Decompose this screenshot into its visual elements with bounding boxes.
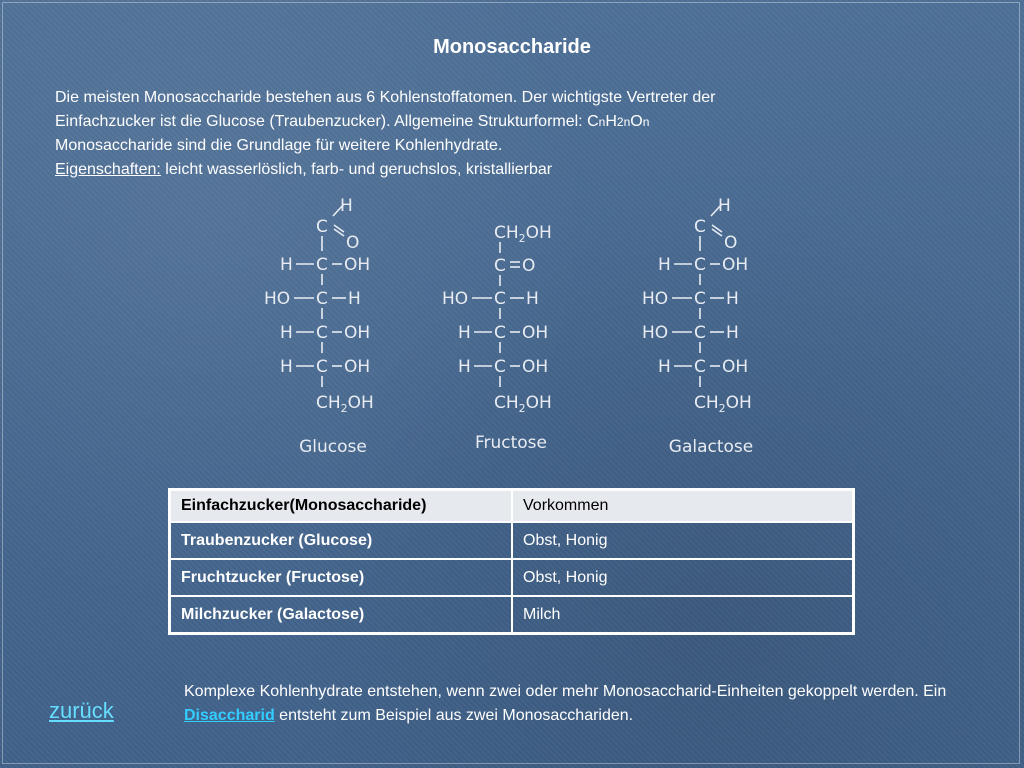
svg-text:H: H	[526, 289, 539, 309]
intro-line-1: Die meisten Monosaccharide bestehen aus 6 Kohlenstoffatomen. Der wichtigste Vertreter der	[55, 89, 716, 106]
table-header-cell: Vorkommen	[512, 490, 854, 523]
svg-text:O: O	[522, 256, 536, 276]
intro-paragraph	[55, 86, 955, 181]
svg-text:HO: HO	[642, 323, 669, 343]
formula-h: H	[605, 112, 617, 130]
svg-text:O: O	[724, 233, 738, 253]
svg-text:C: C	[694, 289, 706, 309]
intro-line-2-text: Einfachzucker ist die Glucose (Traubenzucker). Allgemeine Strukturformel:	[55, 112, 588, 130]
monosaccharide-table	[168, 488, 855, 635]
properties-text: leicht wasserlöslich, farb- und geruchslos, kristallierbar	[160, 160, 553, 178]
glucose-label: Glucose	[299, 437, 367, 457]
svg-text:H: H	[658, 357, 671, 377]
svg-text:H: H	[340, 196, 353, 216]
footer-text-before: Komplexe Kohlenhydrate entstehen, wenn zwei oder mehr Monosaccharid-Einheiten gekoppelt werden. Ein	[184, 683, 947, 700]
svg-text:C: C	[316, 255, 328, 275]
table-row	[170, 559, 854, 596]
svg-text:HO: HO	[642, 289, 669, 309]
glucose-structure	[258, 195, 408, 465]
svg-text:H: H	[658, 255, 671, 275]
svg-text:C: C	[316, 357, 328, 377]
svg-text:H: H	[726, 289, 739, 309]
svg-text:H: H	[458, 357, 471, 377]
svg-text:C: C	[694, 323, 706, 343]
fructose-label: Fructose	[474, 433, 548, 453]
svg-text:C: C	[694, 217, 706, 237]
galactose-label: Galactose	[668, 437, 754, 457]
svg-text:CH2OH: $CH_2OH$	[316, 393, 374, 415]
svg-text:HO: HO	[264, 289, 291, 309]
intro-line-2	[55, 110, 955, 135]
svg-text:C: C	[694, 255, 706, 275]
table-cell: Obst, Honig	[512, 522, 854, 559]
svg-text:H: H	[348, 289, 361, 309]
svg-text:H: H	[718, 196, 731, 216]
formula	[587, 113, 649, 130]
table-header-row	[170, 490, 854, 523]
table-row	[170, 522, 854, 559]
galactose-structural-formula	[636, 195, 786, 435]
svg-text:H: H	[726, 323, 739, 343]
svg-text:OH: OH	[522, 357, 549, 377]
slide-title: Monosaccharide	[433, 36, 591, 58]
svg-text:OH: OH	[522, 323, 549, 343]
svg-text:O: O	[346, 233, 360, 253]
formula-h-sub: 2n	[616, 114, 631, 129]
svg-text:CH2OH: $CH_2OH$	[494, 223, 552, 245]
formula-o-sub: n	[642, 114, 650, 129]
svg-text:OH: OH	[722, 357, 749, 377]
svg-text:C: C	[316, 217, 328, 237]
svg-text:C: C	[494, 323, 506, 343]
footer-text-after: entsteht zum Beispiel aus zwei Monosacchariden.	[274, 707, 634, 724]
footer-paragraph	[184, 680, 974, 728]
properties-line	[55, 158, 955, 182]
svg-text:H: H	[280, 357, 293, 377]
fructose-structure	[436, 195, 586, 465]
svg-text:OH: OH	[344, 255, 371, 275]
svg-text:C: C	[694, 357, 706, 377]
table-cell: Milch	[512, 596, 854, 634]
galactose-structure	[636, 195, 786, 465]
svg-text:HO: HO	[442, 289, 469, 309]
svg-text:H: H	[458, 323, 471, 343]
table-cell: Milchzucker (Galactose)	[170, 596, 513, 634]
svg-text:C: C	[494, 256, 506, 276]
intro-line-3: Monosaccharide sind die Grundlage für weitere Kohlenhydrate.	[55, 137, 503, 154]
table-row	[170, 596, 854, 634]
table-header-cell: Einfachzucker(Monosaccharide)	[170, 490, 513, 523]
formula-o: O	[630, 112, 643, 130]
svg-text:C: C	[316, 289, 328, 309]
table-cell: Obst, Honig	[512, 559, 854, 596]
svg-text:C: C	[494, 289, 506, 309]
table-cell: Traubenzucker (Glucose)	[170, 522, 513, 559]
properties-label: Eigenschaften:	[55, 160, 161, 178]
svg-text:C: C	[494, 357, 506, 377]
formula-c-sub: n	[598, 114, 606, 129]
glucose-structural-formula	[258, 195, 408, 435]
disaccharid-link[interactable]: Disaccharid	[184, 707, 275, 724]
svg-text:OH: OH	[344, 357, 371, 377]
formula-c: C	[587, 112, 599, 130]
back-link[interactable]: zurück	[49, 698, 114, 723]
svg-text:OH: OH	[722, 255, 749, 275]
svg-text:OH: OH	[344, 323, 371, 343]
svg-text:CH2OH: $CH_2OH$	[694, 393, 752, 415]
fructose-structural-formula	[436, 195, 586, 435]
svg-text:H: H	[280, 323, 293, 343]
table-cell: Fruchtzucker (Fructose)	[170, 559, 513, 596]
svg-text:CH2OH: $CH_2OH$	[494, 393, 552, 415]
svg-text:H: H	[280, 255, 293, 275]
svg-text:C: C	[316, 323, 328, 343]
